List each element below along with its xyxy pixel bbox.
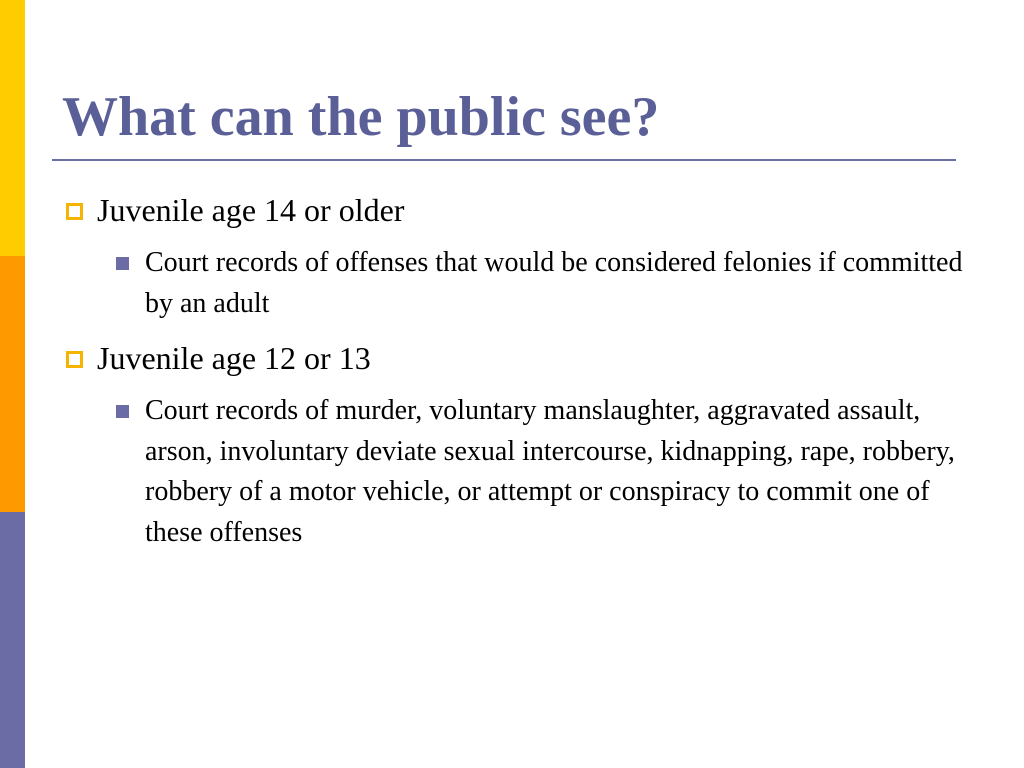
bullet-level2-text: Court records of murder, voluntary manslaughter, aggravated assault, arson, involuntary deviate sexual intercourse, kidnapping, rape, robbery, robbery of a motor vehicle, or attempt or conspiracy to commit one of these offenses bbox=[145, 395, 955, 548]
filled-square-bullet-icon bbox=[116, 405, 129, 418]
bullet-level1 bbox=[62, 188, 972, 233]
title-underline bbox=[52, 159, 956, 161]
bullet-level1-text: Juvenile age 14 or older bbox=[97, 192, 405, 228]
hollow-square-bullet-icon bbox=[66, 203, 83, 220]
slide-title: What can the public see? bbox=[62, 86, 660, 148]
hollow-square-bullet-icon bbox=[66, 351, 83, 368]
bullet-level2 bbox=[145, 243, 972, 324]
accent-bar-middle bbox=[0, 256, 25, 512]
bullet-level1-text: Juvenile age 12 or 13 bbox=[97, 340, 371, 376]
filled-square-bullet-icon bbox=[116, 257, 129, 270]
accent-bar-bottom bbox=[0, 512, 25, 768]
accent-bar-top bbox=[0, 0, 25, 256]
bullet-level1 bbox=[62, 336, 972, 381]
slide-content bbox=[62, 188, 972, 553]
bullet-level2 bbox=[145, 391, 972, 553]
bullet-level2-text: Court records of offenses that would be considered felonies if committed by an adult bbox=[145, 247, 963, 319]
